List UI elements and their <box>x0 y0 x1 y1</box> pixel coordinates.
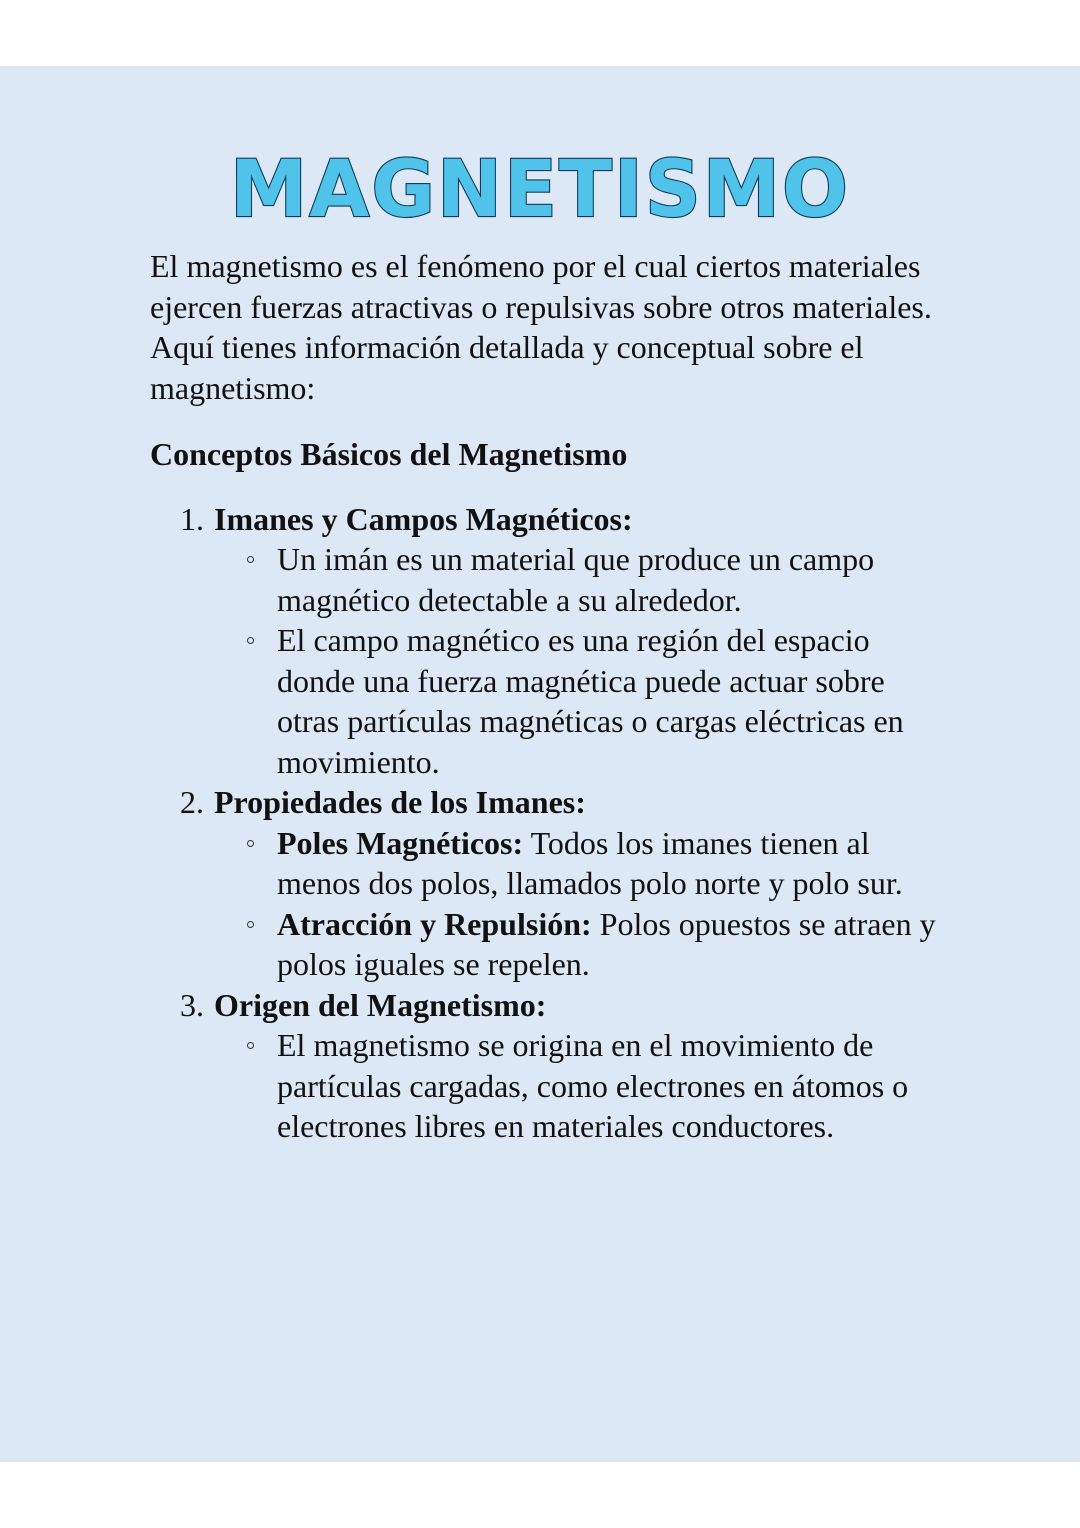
point-term: Atracción y Repulsión: <box>277 905 592 942</box>
point-item <box>214 823 940 904</box>
point-text: El campo magnético es una región del espacio donde una fuerza magnética puede actuar sobre otras partículas magnéticas o cargas eléctricas en movimiento. <box>277 622 904 780</box>
topic-title: Origen del Magnetismo: <box>214 986 547 1023</box>
topic-number: 3. <box>180 986 204 1023</box>
intro-paragraph: El magnetismo es el fenómeno por el cual ciertos materiales ejercen fuerzas atractivas o repulsivas sobre otros materiales. Aquí tienes información detallada y conceptual sobre el magnetismo: <box>150 248 932 406</box>
circle-bullet-icon <box>247 1042 254 1049</box>
topic-list <box>150 499 940 1147</box>
point-text: Todos los imanes tienen al menos dos polos, llamados polo norte y polo sur. <box>277 824 903 901</box>
circle-bullet-icon <box>247 556 254 563</box>
title-art <box>210 142 870 232</box>
title-text: MAGNETISMO <box>230 145 850 232</box>
point-item <box>214 620 940 782</box>
point-text: Polos opuestos se atraen y polos iguales se repelen. <box>277 905 936 982</box>
point-item <box>214 904 940 985</box>
topic-item <box>150 499 940 783</box>
circle-bullet-icon <box>247 921 254 928</box>
topic-title: Imanes y Campos Magnéticos: <box>214 500 633 537</box>
topic-item <box>150 782 940 985</box>
circle-bullet-icon <box>247 637 254 644</box>
section-heading: Conceptos Básicos del Magnetismo <box>150 436 628 472</box>
topic-number: 2. <box>180 784 204 820</box>
point-list <box>214 539 940 782</box>
point-term: Poles Magnéticos: <box>277 824 524 861</box>
circle-bullet-icon <box>247 840 254 847</box>
document-body <box>150 246 940 1147</box>
document-title <box>0 142 1080 232</box>
topic-item <box>150 985 940 1147</box>
point-item <box>214 539 940 620</box>
topic-title: Propiedades de los Imanes: <box>214 784 586 820</box>
point-list <box>214 1025 940 1147</box>
topic-number: 1. <box>180 500 204 537</box>
point-text: El magnetismo se origina en el movimiento de partículas cargadas, como electrones en átomos o electrones libres en materiales conductores. <box>277 1027 909 1144</box>
point-list <box>214 823 940 985</box>
point-item <box>214 1025 940 1147</box>
point-text: Un imán es un material que produce un campo magnético detectable a su alrededor. <box>277 541 875 618</box>
